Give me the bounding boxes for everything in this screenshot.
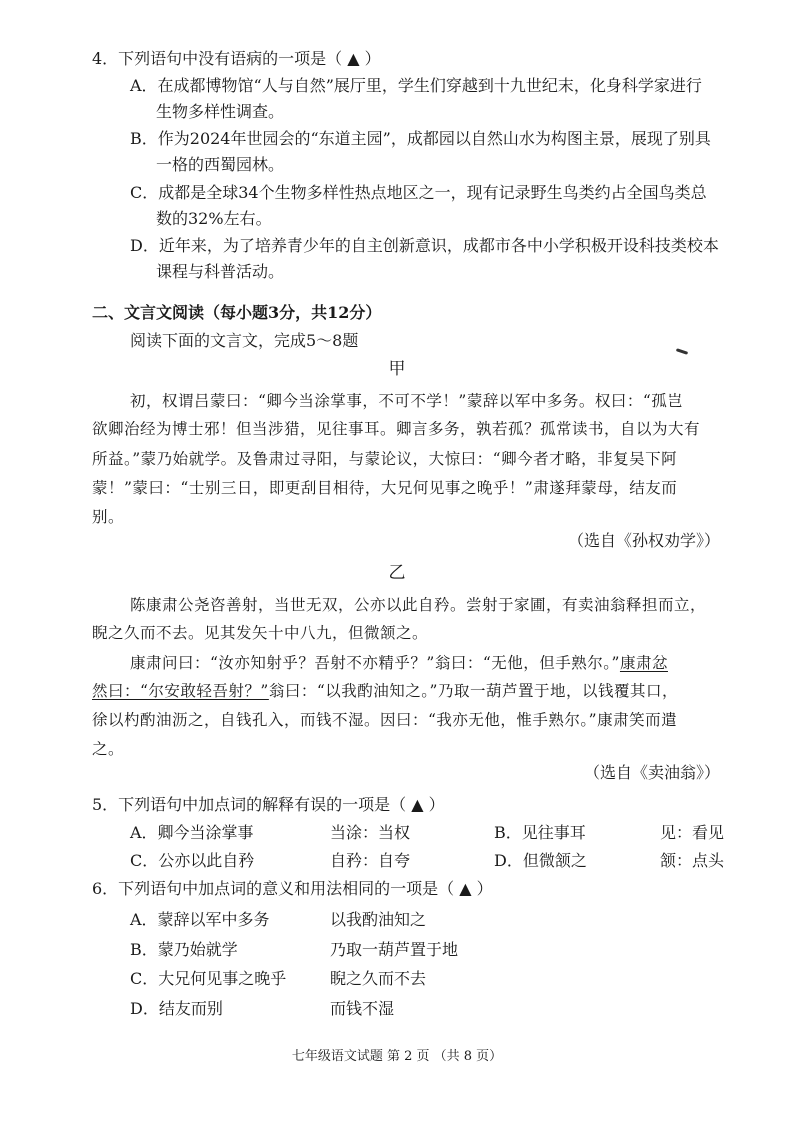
q4-option-c-line1: C．成都是全球34个生物多样性热点地区之一，现有记录野生鸟类约占全国鸟类总 bbox=[130, 183, 707, 202]
q4-option-c-line2: 数的32%左右。 bbox=[156, 209, 272, 228]
passage-yi-underlined-end: 然曰：“尔安敢轻吾射？” bbox=[92, 682, 269, 700]
page-footer: 七年级语文试题 第 2 页 （共 8 页） bbox=[291, 1049, 503, 1064]
passage-yi-line4 bbox=[92, 680, 678, 702]
section-2-instruction: 阅读下面的文言文，完成5～8题 bbox=[130, 331, 359, 350]
q5-option-a-gloss: 当涂：当权 bbox=[330, 823, 411, 842]
section-2-title: 二、文言文阅读（每小题3分，共12分） bbox=[92, 303, 382, 322]
passage-yi-heading: 乙 bbox=[388, 563, 406, 583]
passage-yi-line5: 徐以杓酌油沥之，自钱孔入，而钱不湿。因曰：“我亦无他，惟手熟尔。”康肃笑而遣 bbox=[92, 711, 678, 729]
passage-jia-line1: 初，权谓吕蒙曰：“卿今当涂掌事，不可不学！”蒙辞以军中多务。权曰：“孤岂 bbox=[130, 392, 684, 410]
q6-option-b-right: 乃取一葫芦置于地 bbox=[330, 940, 459, 959]
passage-jia-line2: 欲卿治经为博士邪！但当涉猎，见往事耳。卿言多务，孰若孤？孤常读书，自以为大有 bbox=[92, 420, 701, 438]
passage-yi-line2: 睨之久而不去。见其发矢十中八九，但微颔之。 bbox=[92, 624, 429, 642]
passage-yi-line1: 陈康肃公尧咨善射，当世无双，公亦以此自矜。尝射于家圃，有卖油翁释担而立， bbox=[130, 596, 707, 614]
q4-option-d-line2: 课程与科普活动。 bbox=[156, 262, 285, 281]
q6-option-c-left: C．大兄何见事之晚乎 bbox=[130, 969, 287, 988]
q5-option-b-gloss: 见：看见 bbox=[660, 823, 725, 842]
scan-mark bbox=[676, 348, 688, 355]
passage-jia-source: （选自《孙权劝学》） bbox=[567, 531, 720, 550]
q4-option-a-line1: A．在成都博物馆“人与自然”展厅里，学生们穿越到十九世纪末，化身科学家进行 bbox=[130, 76, 702, 95]
q4-stem: 4．下列语句中没有语病的一项是（ ▲ ） bbox=[92, 49, 381, 68]
passage-yi-line4-text: 翁曰：“以我酌油知之。”乃取一葫芦置于地，以钱覆其口， bbox=[268, 682, 678, 700]
q5-option-c: C．公亦以此自矜 bbox=[130, 851, 255, 870]
q4-option-b-line2: 一格的西蜀园林。 bbox=[156, 155, 285, 174]
q5-option-d-gloss: 颔：点头 bbox=[660, 851, 725, 870]
passage-yi-underlined-start: 康肃忿 bbox=[619, 654, 668, 672]
q5-option-c-gloss: 自矜：自夸 bbox=[330, 851, 411, 870]
q5-option-a: A．卿今当涂掌事 bbox=[130, 823, 254, 842]
q5-stem: 5．下列语句中加点词的解释有误的一项是（ ▲ ） bbox=[92, 795, 445, 814]
passage-jia-heading: 甲 bbox=[388, 359, 406, 379]
q5-option-b: B．见往事耳 bbox=[494, 823, 586, 842]
q6-option-d-left: D．结友而别 bbox=[130, 999, 223, 1018]
q5-option-d: D．但微颔之 bbox=[494, 851, 587, 870]
passage-yi-line3 bbox=[130, 652, 668, 674]
q6-option-b-left: B．蒙乃始就学 bbox=[130, 940, 238, 959]
passage-jia-line3: 所益。”蒙乃始就学。及鲁肃过寻阳，与蒙论议，大惊曰：“卿今者才略，非复吴下阿 bbox=[92, 450, 678, 468]
passage-yi-line3-text: 康肃问曰：“汝亦知射乎？吾射不亦精乎？”翁曰：“无他，但手熟尔。” bbox=[130, 654, 620, 672]
passage-yi-source: （选自《卖油翁》） bbox=[583, 763, 720, 782]
q6-option-a-right: 以我酌油知之 bbox=[330, 910, 427, 929]
q6-option-d-right: 而钱不湿 bbox=[330, 999, 395, 1018]
q6-stem: 6．下列语句中加点词的意义和用法相同的一项是（ ▲ ） bbox=[92, 879, 493, 898]
passage-jia-line5: 别。 bbox=[92, 508, 125, 526]
q6-option-c-right: 睨之久而不去 bbox=[330, 969, 427, 988]
q4-option-b-line1: B．作为2024年世园会的“东道主园”，成都园以自然山水为构图主景，展现了别具 bbox=[130, 129, 711, 148]
passage-yi-line6: 之。 bbox=[92, 740, 125, 758]
q6-option-a-left: A．蒙辞以军中多务 bbox=[130, 910, 270, 929]
q4-option-a-line2: 生物多样性调查。 bbox=[156, 102, 285, 121]
q4-option-d-line1: D．近年来，为了培养青少年的自主创新意识，成都市各中小学积极开设科技类校本 bbox=[130, 236, 719, 255]
passage-jia-line4: 蒙！”蒙曰：“士别三日，即更刮目相待，大兄何见事之晚乎！”肃遂拜蒙母，结友而 bbox=[92, 479, 678, 497]
